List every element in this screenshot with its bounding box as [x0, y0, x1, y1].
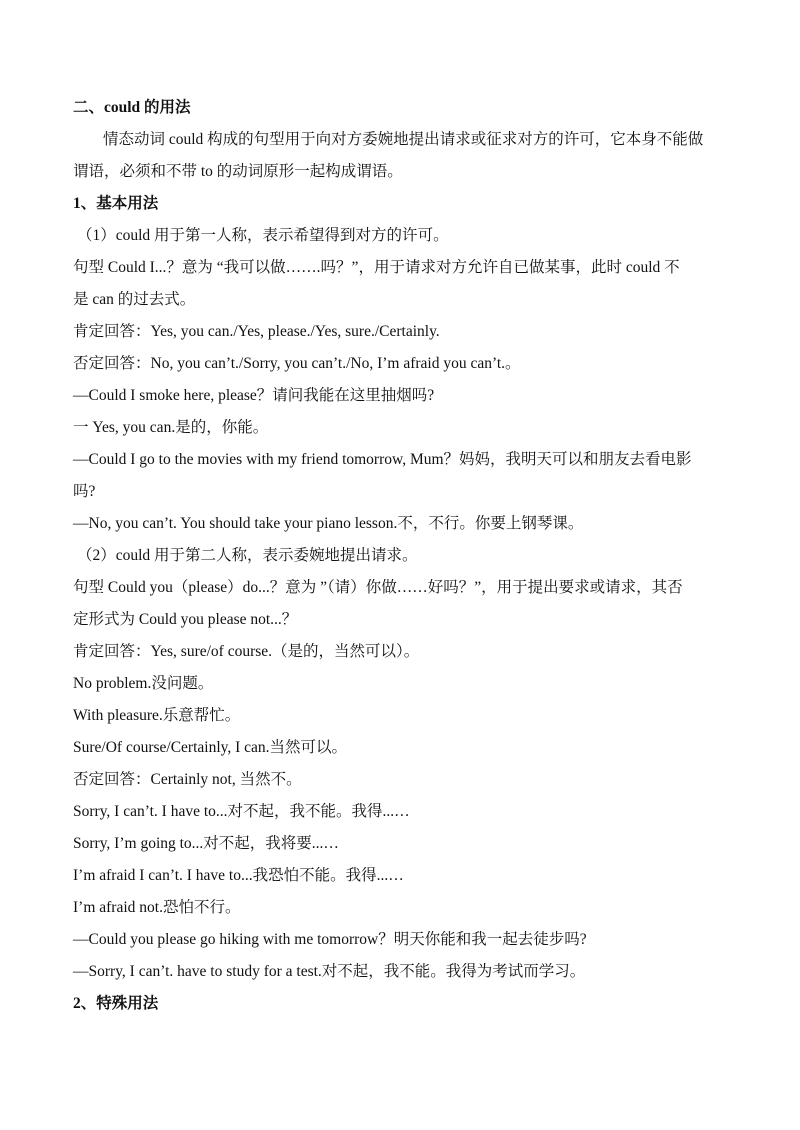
pattern-line: 定形式为 Could you please not...？ [73, 611, 298, 628]
example-line: —No, you can’t. You should take your piano lesson.不，不行。你要上钢琴课。 [73, 515, 584, 532]
example-line: —Could I smoke here, please？请问我能在这里抽烟吗? [73, 387, 435, 404]
paragraph-intro-line: 情态动词 could 构成的句型用于向对方委婉地提出请求或征求对方的许可，它本身不能做 [103, 131, 704, 148]
subpoint-heading: （1）could 用于第一人称，表示希望得到对方的许可。 [77, 227, 449, 244]
negative-answer: 否定回答：Certainly not, 当然不。 [73, 771, 302, 788]
affirmative-answer: 肯定回答：Yes, you can./Yes, please./Yes, sure./Certainly. [73, 323, 440, 340]
example-line: 一 Yes, you can.是的，你能。 [73, 419, 269, 436]
subpoint-heading: （2）could 用于第二人称，表示委婉地提出请求。 [77, 547, 418, 564]
pattern-line: 句型 Could I...？意为 “我可以做…….吗？”，用于请求对方允许自已做某事，此时 could 不 [73, 259, 680, 276]
example-line: 吗? [73, 483, 96, 500]
paragraph-intro-line: 谓语，必须和不带 to 的动词原形一起构成谓语。 [73, 163, 403, 180]
example-line: —Could I go to the movies with my friend tomorrow, Mum？妈妈，我明天可以和朋友去看电影 [73, 451, 692, 468]
answer-line: Sorry, I can’t. I have to...对不起，我不能。我得...… [73, 803, 410, 820]
answer-line: Sure/Of course/Certainly, I can.当然可以。 [73, 739, 348, 756]
example-line: —Sorry, I can’t. have to study for a test.对不起，我不能。我得为考试而学习。 [73, 963, 586, 980]
example-line: —Could you please go hiking with me tomorrow？明天你能和我一起去徒步吗? [73, 931, 587, 948]
pattern-line: 是 can 的过去式。 [73, 291, 196, 308]
section-heading: 二、could 的用法 [73, 99, 191, 116]
pattern-line: 句型 Could you（please）do...？意为 ”（请）你做……好吗？”，用于提出要求或请求，其否 [73, 579, 683, 596]
subsection-heading: 2、特殊用法 [73, 995, 159, 1012]
subsection-heading: 1、基本用法 [73, 195, 159, 212]
answer-line: I’m afraid not.恐怕不行。 [73, 899, 241, 916]
answer-line: No problem.没问题。 [73, 675, 214, 692]
answer-line: With pleasure.乐意帮忙。 [73, 707, 241, 724]
affirmative-answer: 肯定回答：Yes, sure/of course.（是的，当然可以）。 [73, 643, 420, 660]
answer-line: Sorry, I’m going to...对不起，我将要...… [73, 835, 339, 852]
answer-line: I’m afraid I can’t. I have to...我恐怕不能。我得...… [73, 867, 404, 884]
negative-answer: 否定回答：No, you can’t./Sorry, you can’t./No, I’m afraid you can’t.。 [73, 355, 521, 372]
